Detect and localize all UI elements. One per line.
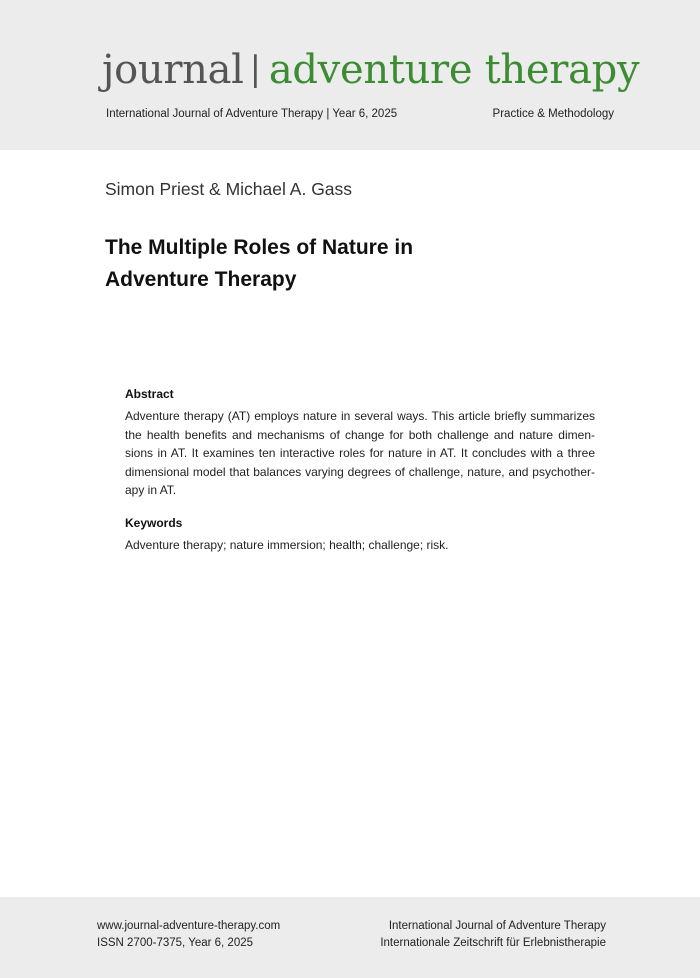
masthead-journal-word: journal [102, 47, 244, 93]
website-link[interactable]: www.journal-adventure-therapy.com [97, 920, 281, 932]
masthead-title: adventure therapy [268, 47, 640, 93]
journal-name-english: International Journal of Adventure Therapy [388, 920, 606, 932]
masthead-separator: | [249, 49, 261, 89]
journal-issue-line: International Journal of Adventure Therapy | Year 6, 2025 [106, 108, 398, 120]
article-title [105, 232, 525, 296]
page-footer [0, 897, 700, 978]
footer-right [380, 918, 606, 952]
footer-left [97, 918, 280, 952]
article-title-line-2: Adventure Therapy [105, 268, 297, 291]
abstract-line: Adventure therapy (AT) employs nature in several ways. This article briefly summarizes [125, 409, 595, 423]
keywords-text: Adventure therapy; nature immersion; health; challenge; risk. [125, 537, 449, 552]
abstract-line: apy in AT. [125, 483, 177, 498]
keywords-block [125, 516, 595, 555]
abstract-line: the health benefits and mechanisms of change for both challenge and nature dimen- [125, 427, 595, 442]
article-authors: Simon Priest & Michael A. Gass [105, 179, 353, 199]
journal-masthead [102, 44, 639, 98]
page-header [0, 0, 700, 150]
keywords-heading: Keywords [125, 515, 183, 530]
abstract-text [125, 407, 595, 500]
abstract-line: dimensional model that balances varying degrees of challenge, nature, and psychother- [125, 464, 595, 479]
section-label: Practice & Methodology [492, 108, 614, 120]
article-title-line-1: The Multiple Roles of Nature in [105, 236, 414, 259]
abstract-block [125, 387, 595, 555]
abstract-line: sions in AT. It examines ten interactive roles for nature in AT. It concludes with a three [125, 446, 595, 461]
journal-name-german: Internationale Zeitschrift für Erlebnistherapie [380, 937, 606, 949]
issn-line: ISSN 2700-7375, Year 6, 2025 [97, 937, 254, 949]
abstract-heading: Abstract [125, 387, 174, 401]
